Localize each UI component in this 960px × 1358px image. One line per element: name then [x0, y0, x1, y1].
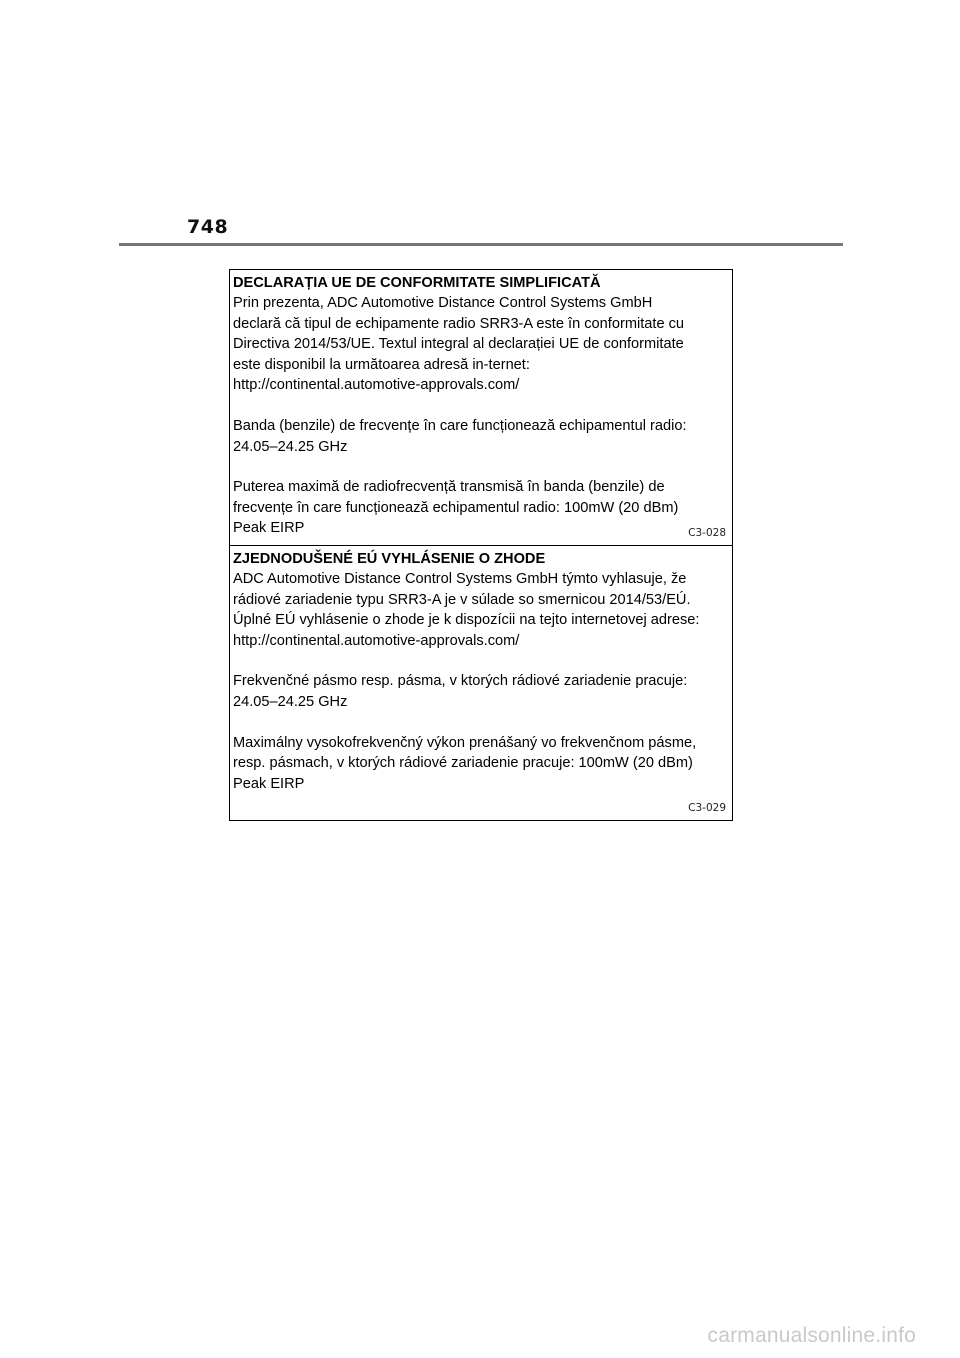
page-number: 748: [187, 216, 229, 238]
text-line: frecvențe în care funcționează echipamentul radio: 100mW (20 dBm): [233, 499, 679, 516]
paragraph: [233, 416, 728, 457]
text-line: Peak EIRP: [233, 520, 305, 537]
url-text: http://continental.automotive-approvals.com/: [233, 632, 520, 649]
section-code: C3-028: [688, 527, 726, 539]
section-code: C3-029: [688, 802, 726, 814]
text-line: Frekvenčné pásmo resp. pásma, v ktorých rádiové zariadenie pracuje:: [233, 673, 688, 690]
text-line: ADC Automotive Distance Control Systems GmbH týmto vyhlasuje, že: [233, 571, 687, 587]
paragraph: [233, 477, 728, 539]
text-line: Maximálny vysokofrekvenčný výkon prenášaný vo frekvenčnom pásme,: [233, 734, 697, 751]
paragraph: [233, 293, 728, 396]
text-line: Úplné EÚ vyhlásenie o zhode je k dispozícii na tejto internetovej adrese:: [233, 612, 700, 629]
header-divider: [119, 243, 843, 246]
section-title: ZJEDNODUŠENÉ EÚ VYHLÁSENIE O ZHODE: [233, 551, 546, 567]
text-line: rádiové zariadenie typu SRR3-A je v súlade so smernicou 2014/53/EÚ.: [233, 591, 691, 608]
paragraph: [233, 733, 728, 795]
section-title: DECLARAȚIA UE DE CONFORMITATE SIMPLIFICATĂ: [233, 275, 601, 291]
declaration-section-slovak: [230, 545, 732, 820]
watermark: carmanualsonline.info: [707, 1324, 916, 1347]
text-line: 24.05–24.25 GHz: [233, 693, 348, 710]
text-line: Banda (benzile) de frecvențe în care funcționează echipamentul radio:: [233, 417, 687, 434]
text-line: este disponibil la următoarea adresă in-ternet:: [233, 356, 530, 373]
paragraph: [233, 671, 728, 712]
declaration-section-romanian: [230, 270, 732, 545]
text-line: 24.05–24.25 GHz: [233, 438, 348, 455]
text-line: declară că tipul de echipamente radio SRR3-A este în conformitate cu: [233, 315, 685, 332]
text-line: resp. pásmach, v ktorých rádiové zariadenie pracuje: 100mW (20 dBm): [233, 755, 693, 772]
text-line: Directiva 2014/53/UE. Textul integral al declarației UE de conformitate: [233, 336, 684, 353]
text-line: Puterea maximă de radiofrecvență transmisă în banda (benzile) de: [233, 479, 665, 496]
text-line: Prin prezenta, ADC Automotive Distance Control Systems GmbH: [233, 295, 653, 311]
text-line: Peak EIRP: [233, 775, 305, 792]
declaration-box: [229, 269, 733, 821]
url-text: http://continental.automotive-approvals.com/: [233, 377, 520, 394]
paragraph: [233, 569, 728, 651]
